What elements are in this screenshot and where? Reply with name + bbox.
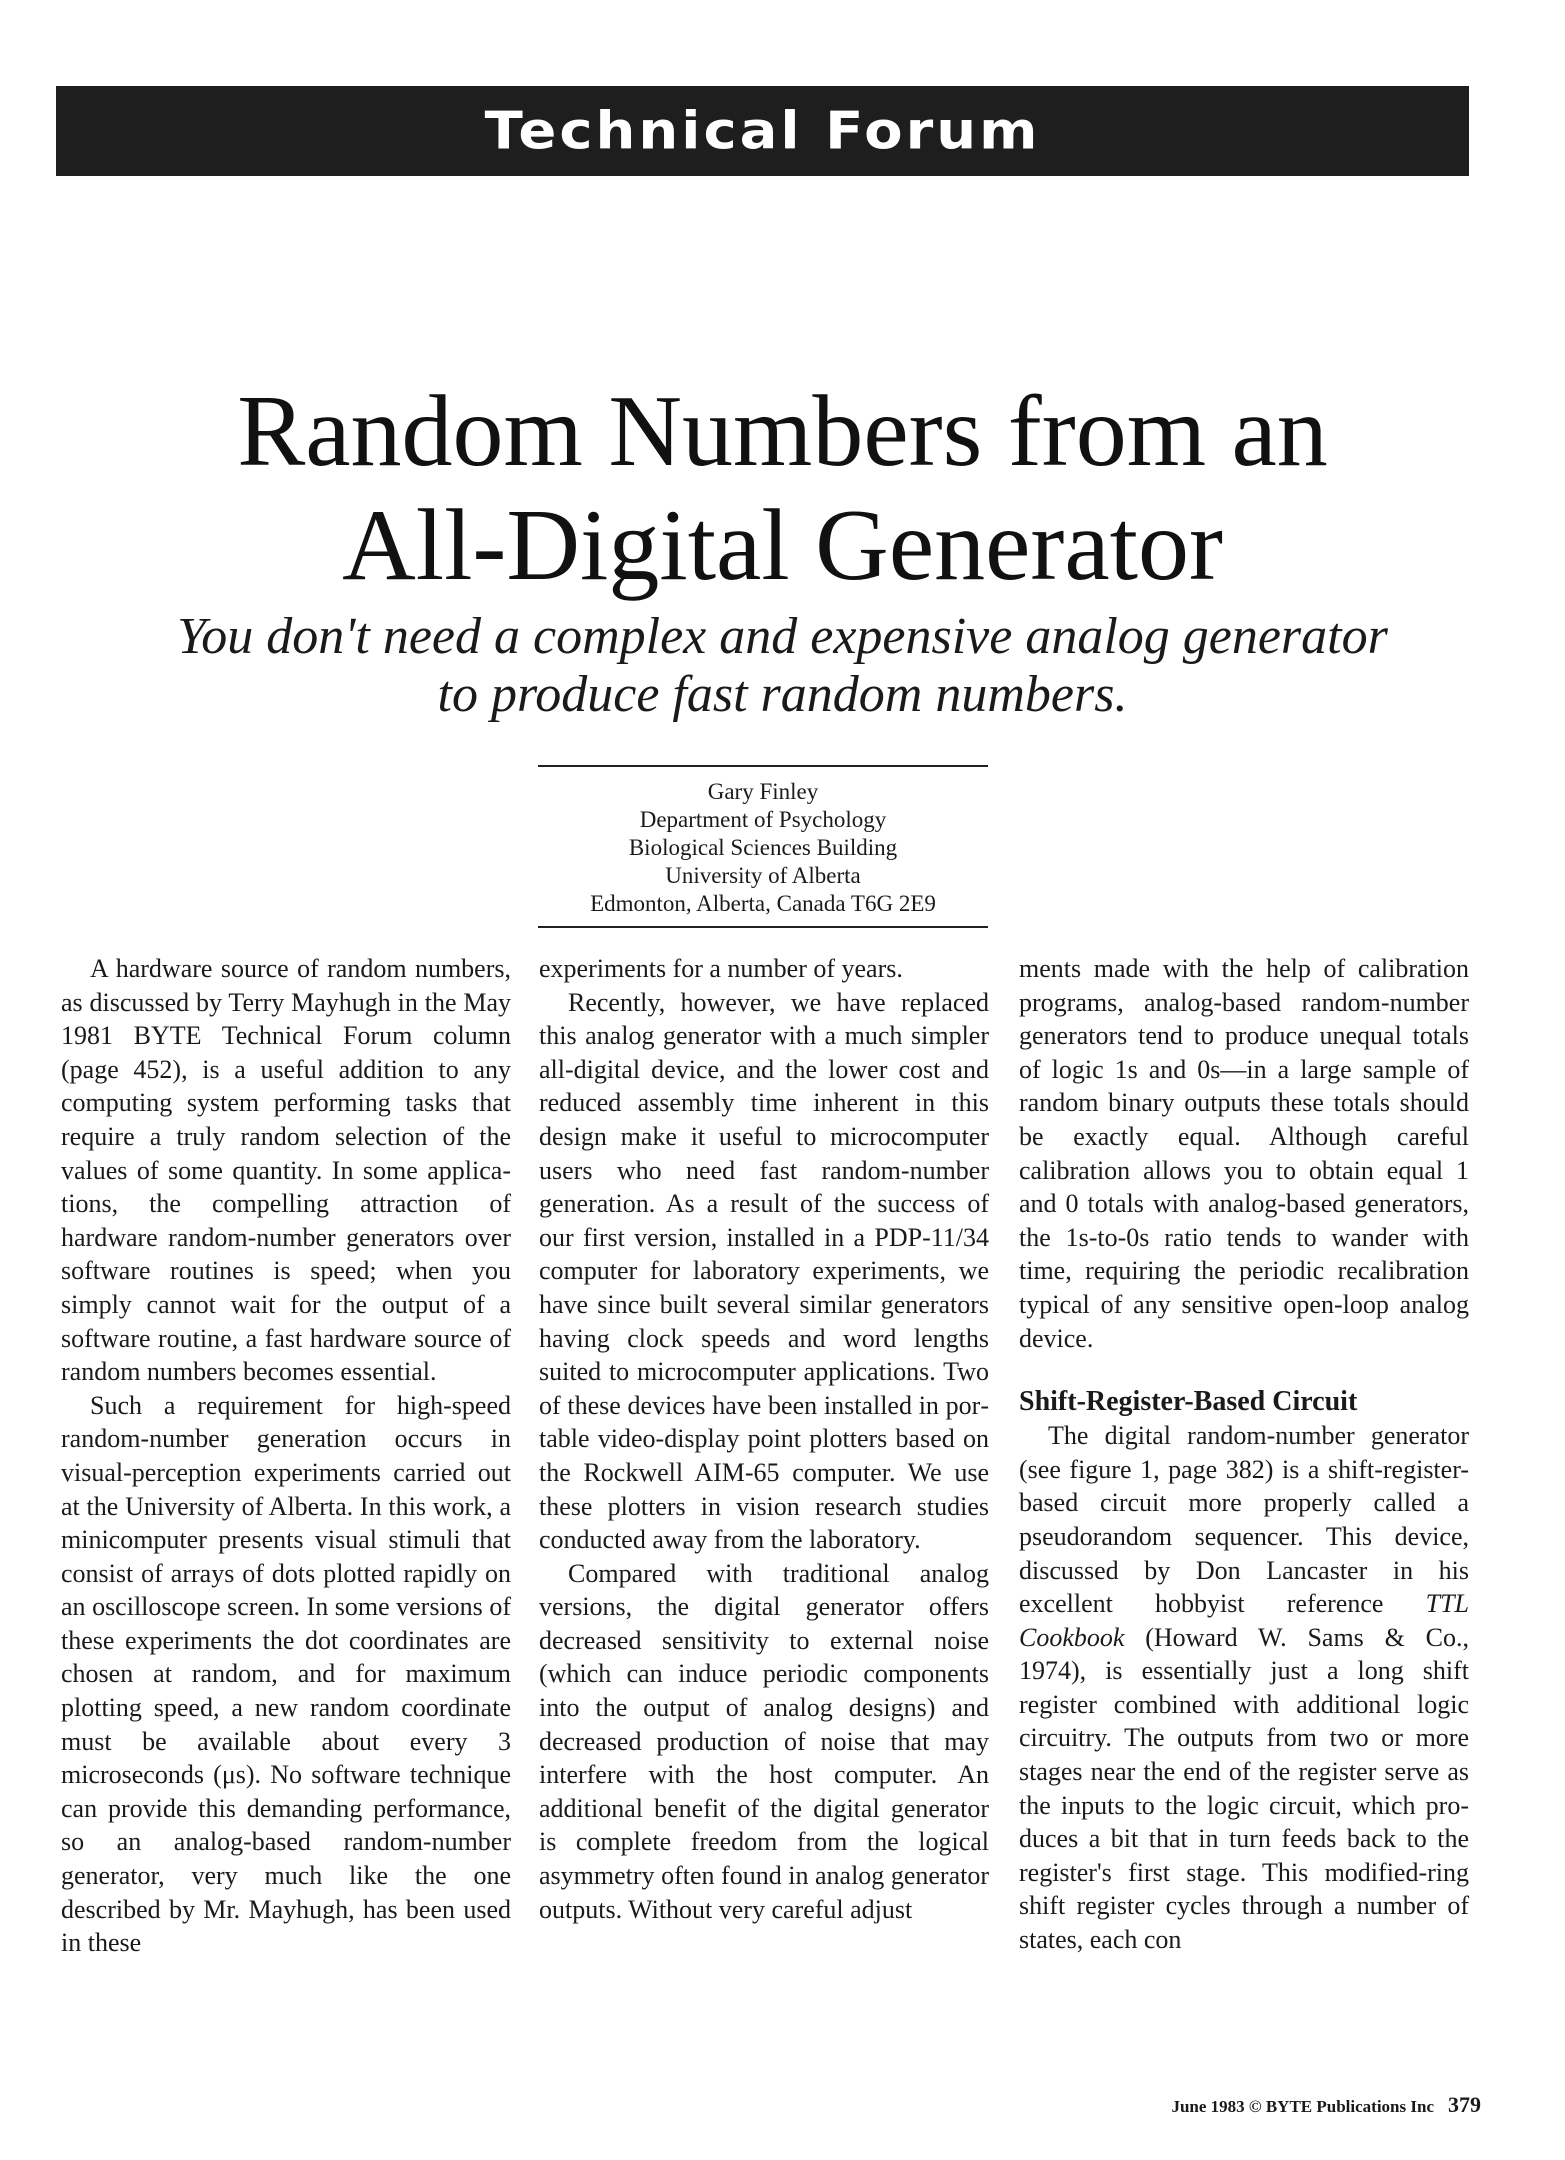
- author-university: University of Alberta: [665, 863, 861, 888]
- body-paragraph: A hardware source of random numbers, as discussed by Terry Mayhugh in the May 1981 BYTE Technical Forum column (page 452), is a useful addition to any computing system performing tasks that require a truly random selection of the values of some quantity. In some applications, the compelling attraction of hardware random-number generators over software routines is speed; when you simply cannot wait for the output of a software routine, a fast hardware source of random numbers becomes essential.: [61, 954, 511, 1387]
- body-paragraph: Recently, however, we have replaced this analog generator with a much simpler all-digital device, and the lower cost and reduced assembly time inherent in this design make it useful to microcomputer users who need fast random-number generation. As a result of the success of our first version, installed in a PDP-11/34 computer for laboratory experiments, we have since built several similar generators having clock speeds and word lengths suited to microcomputer applications. Two of these devices have been installed in portable video-display point plotters based on the Rockwell AIM-65 computer. We use these plotters in vision research studies conducted away from the laboratory.: [539, 987, 989, 1555]
- author-building: Biological Sciences Building: [628, 835, 898, 860]
- body-paragraph: ments made with the help of calibration programs, analog-based random-number generators tend to produce unequal totals of logic 1s and 0s—in a large sample of random binary outputs these totals should be exactly equal. Although careful calibration allows you to obtain equal 1 and 0 totals with analog-based generators, the 1s-to-0s ratio tends to wander with time, requiring the periodic recalibration typical of any sensitive open-loop analog device.: [1019, 954, 1469, 1353]
- section-banner-label: Technical Forum: [484, 101, 1041, 161]
- page-number: 379: [1448, 2092, 1481, 2117]
- body-paragraph: Such a requirement for high-speed random-number generation occurs in visual-perception experiments carried out at the University of Alberta. In this work, a minicomputer presents visual stimuli that consist of arrays of dots plotted rapidly on an oscilloscope screen. In some versions of these experiments the dot coordinates are chosen at random, and for maximum plotting speed, a new random coordinate must be available about every 3 microseconds (μs). No software technique can provide this demanding performance, so an analog-based random-number generator, very much like the one described by Mr. Mayhugh, has been used in these: [61, 1390, 511, 1958]
- byline-top-rule: [538, 765, 988, 767]
- book-title: TTL Cookbook: [1019, 1589, 1469, 1652]
- article-subtitle-line-2: to produce fast random numbers.: [437, 666, 1128, 723]
- author-department: Department of Psychology: [639, 807, 887, 832]
- body-paragraph: Compared with traditional analog versions, the digital generator offers decreased sensitivity to external noise (which can induce periodic components into the output of analog designs) and decreased production of noise that may interfere with the host computer. An additional benefit of the digital generator is complete freedom from the logical asymmetry often found in analog generator outputs. Without very careful adjust: [539, 1558, 989, 1924]
- footer-issue: June 1983 © BYTE Publications Inc: [1171, 2097, 1434, 2116]
- article-title-line-1: Random Numbers from an: [237, 375, 1328, 488]
- body-paragraph: experiments for a number of years.: [539, 954, 903, 983]
- body-column-2: [539, 952, 989, 1926]
- article-title-line-2: All-Digital Generator: [342, 489, 1223, 602]
- section-banner: [56, 86, 1469, 176]
- author-address: Edmonton, Alberta, Canada T6G 2E9: [590, 891, 936, 916]
- article-subtitle: [0, 608, 1565, 724]
- body-column-3: [1019, 952, 1469, 1957]
- page-footer: [1171, 2092, 1481, 2118]
- section-heading: Shift-Register-Based Circuit: [1019, 1386, 1358, 1418]
- article-subtitle-line-1: You don't need a complex and expensive analog generator: [177, 608, 1388, 665]
- byline-bottom-rule: [538, 926, 988, 928]
- body-column-1: [61, 952, 511, 1960]
- article-title: [0, 375, 1565, 603]
- body-paragraph: The digital random-number generator (see figure 1, page 382) is a shift-register-based circuit more properly called a pseudorandom sequencer. This device, discussed by Don Lancaster in his excellent hobbyist reference TTL Cookbook (Howard W. Sams & Co., 1974), is essentially just a long shift register combined with additional logic circuitry. The outputs from two or more stages near the end of the register serve as the inputs to the logic circuit, which produces a bit that in turn feeds back to the register's first stage. This modified-ring shift register cycles through a number of states, each con: [1019, 1421, 1469, 1955]
- author-name: Gary Finley: [707, 779, 819, 804]
- author-byline: [538, 778, 988, 918]
